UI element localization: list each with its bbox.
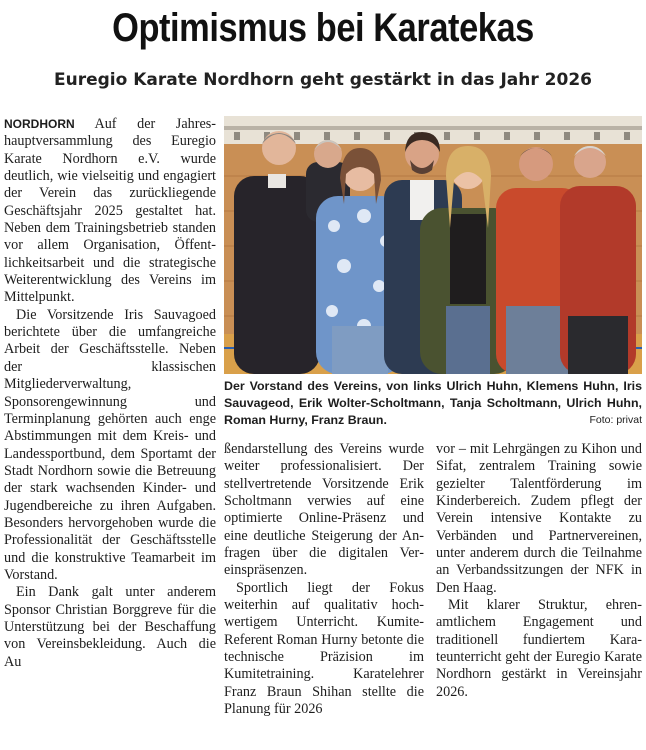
caption-text: Der Vorstand des Vereins, von links Ulrich Huhn, Klemens Huhn, Iris Sauvageod, Erik Wolter-Scholtmann, Tanja Scholtmann, Ulrich Huhn, Roman Hurny, Franz Braun. [224,379,642,427]
photo-caption [224,378,642,429]
paragraph: vor – mit Lehrgängen zu Kihon und Sifat, zentralem Training sowie gezielter Talentförderung im Kinderbereich. Zudem pflegt der Verein intensive Kontakte zu Verbänden und Partnervereinen, unter anderem durch die Teilnahme an Verbandssitzungen der NFK in Den Haag. [436,441,642,596]
text-column-1 [4,116,216,746]
text-column-3 [436,441,642,746]
paragraph: ßendarstellung des Vereins wurde weiter professionalisiert. Der stellvertretende Vorsitzende Erik Scholtmann verwies auf eine optimierte Online-Präsenz und eine deutliche Steigerung der Anfragen über die digitalen Vereinspräsenzen. [224,441,424,579]
paragraph: Mit klarer Struktur, ehrenamtlichem Engagement und traditionell fundiertem Karateunterricht geht der Euregio Karate Nordhorn gestärkt in Vereinsjahr 2026. [436,597,642,700]
paragraph [4,116,216,307]
dateline: NORDHORN [4,117,75,131]
photo-credit: Foto: privat [589,414,642,426]
article-subheadline: Euregio Karate Nordhorn geht gestärkt in das Jahr 2026 [54,70,592,90]
paragraph: Ein Dank galt unter anderem Sponsor Christian Borggreve für die Unterstützung bei der Beschaffung von Vereinsbekleidung. Auch die Au [4,584,216,670]
paragraph-text: Auf der Jahreshauptversammlung des Euregio Karate Nordhorn e.V. wurde deutlich, wie vielseitig und engagiert der Verein das zurückliegende Geschäftsjahr 2025 gestaltet hat. Neben dem Trainingsbetrieb standen vor allem Organisation, Öffentlichkeitsarbeit und die strategische Weiterentwicklung des Vereins im Mittelpunkt. [4,116,216,306]
group-photo [224,116,642,374]
article-headline: Optimismus bei Karatekas [112,6,534,50]
text-column-2 [224,441,424,746]
paragraph: Sportlich liegt der Fokus weiterhin auf qualitativ hochwertigem Unterricht. Kumite-Referent Roman Hurny betonte die technische Präzision im Kumitetraining. Karatelehrer Franz Braun Shihan stellte die Planung für 2026 [224,579,424,718]
paragraph: Die Vorsitzende Iris Sauvagoed berichtete über die umfangreiche Arbeit der Geschäftsstelle. Neben der klassischen Mitgliederverwaltung, Sponsorengewinnung und Terminplanung gehörten auch enge Abstimmungen mit dem Kreis- und Landessportbund, dem Sportamt der Stadt Nordhorn sowie die Betreuung der stark wachsenden Kinder- und Jugendbereiche zu ihren Aufgaben. Besonders hervorgehoben wurde die Professionalität der Geschäftsstelle und die konstruktive Teamarbeit im Vorstand. [4,306,216,583]
